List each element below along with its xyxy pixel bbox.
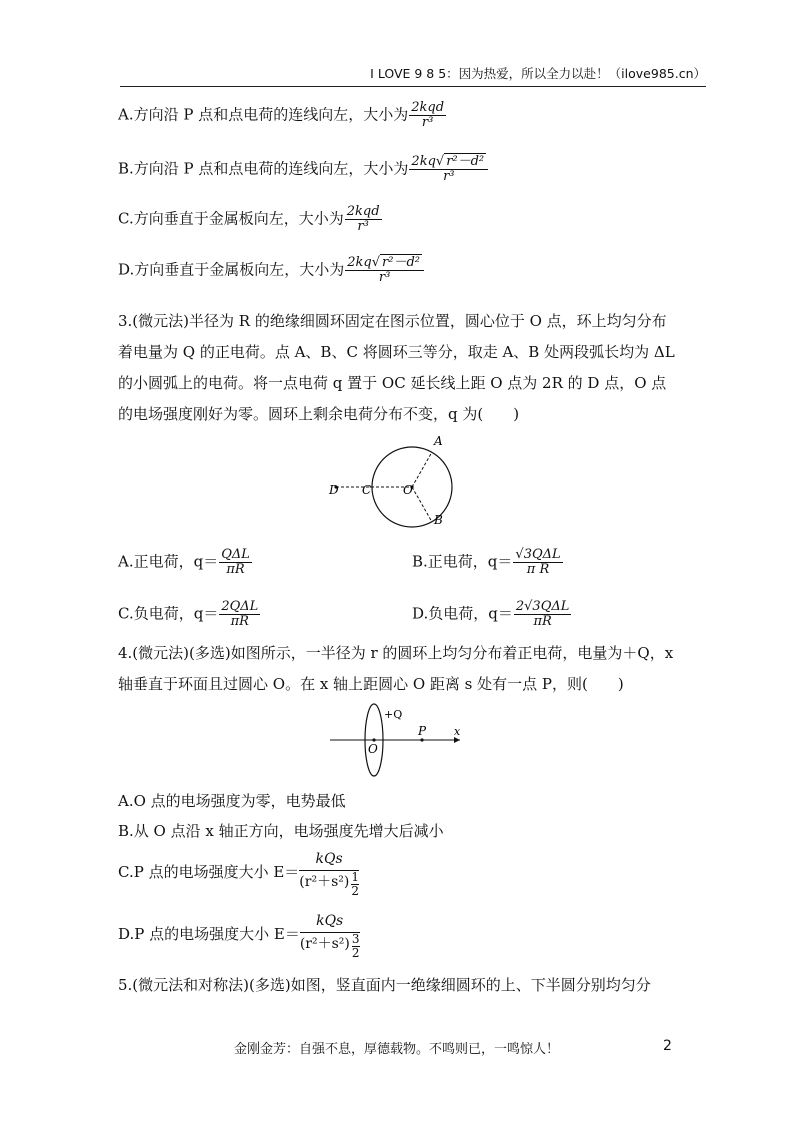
q4-option-c: C.P 点的电场强度大小 E＝ kQs (r²＋s²) $\frac{1}{2}$	[118, 848, 359, 898]
label-o: O	[403, 483, 413, 497]
q3-stem: 3.(微元法)半径为 R 的绝缘细圆环固定在图示位置，圆心位于 O 点，环上均匀分布着电量为 Q 的正电荷。点 A、B、C 将圆环三等分，取走 A、B 处两段弧长均为 ΔL 的小圆弧上的电荷。将一点电荷 q 置于 OC 延长线上距 O 点为 2R 的 D 点，O 点的电场强度刚好为零。圆环上剩余电荷分布不变，q 为( )	[118, 312, 675, 423]
label-x: x	[454, 725, 461, 738]
label-charge: +Q	[384, 708, 403, 721]
q2-option-a: A.方向沿 P 点和点电荷的连线向左，大小为 $\frac{\text{2kqd}}{\text{r³}}$	[118, 100, 445, 130]
q4-option-b: B.从 O 点沿 x 轴正方向，电场强度先增大后减小	[118, 822, 444, 840]
q4-option-d: D.P 点的电场强度大小 E＝ kQs (r²＋s²) $\frac{3}{2}$	[118, 910, 360, 960]
label-p: P	[418, 724, 427, 738]
page-header	[120, 64, 706, 87]
label-a: A	[434, 434, 443, 448]
q3-option-a: A.正电荷，q＝ $\frac{\text{QΔL}}{\pi R}$	[118, 547, 250, 577]
q4-stem: 4.(微元法)(多选)如图所示，一半径为 r 的圆环上均匀分布着正电荷，电量为＋Q，x 轴垂直于环面且过圆心 O。在 x 轴上距圆心 O 距离 s 处有一点 P，则( )	[118, 644, 674, 693]
segment-oa	[412, 452, 432, 487]
q2-option-c: C.方向垂直于金属板向左，大小为 $\frac{\text{2kqd}}{\text{r³}}$	[118, 204, 380, 234]
q3-option-b: B.正电荷，q＝ $\frac{\text{√3QΔL}}{\text{π R}}$	[412, 547, 561, 577]
footer-text: 金刚金芳：自强不息，厚德载物。不鸣则已，一鸣惊人！	[233, 1042, 559, 1057]
label-d: D	[329, 483, 339, 497]
label-o: O	[368, 742, 378, 756]
page-number: 2	[663, 1038, 672, 1054]
segment-ob	[412, 487, 432, 522]
q5-stem: 5.(微元法和对称法)(多选)如图，竖直面内一绝缘细圆环的上、下半圆分别均匀分	[118, 976, 651, 994]
label-b: B	[434, 513, 443, 527]
q3-option-c: C.负电荷，q＝ $\frac{\text{2QΔL}}{\pi R}$	[118, 599, 259, 629]
q2-option-d: D.方向垂直于金属板向左，大小为 $\frac{\text{2kq√ r²－d²}}{\text{r³}}$	[118, 256, 425, 285]
header-text: I LOVE 9 8 5：因为热爱，所以全力以赴！（ilove985.cn）	[370, 66, 706, 81]
point-p	[420, 738, 423, 741]
page-footer	[0, 1038, 793, 1057]
q2-option-b: B.方向沿 P 点和点电荷的连线向左，大小为 $\frac{\text{2kq√ r²－d²}}{\text{r³}}$	[118, 155, 489, 184]
label-c: C	[362, 483, 372, 497]
q3-option-d: D.负电荷，q＝ $\frac{\text{2√3QΔL}}{\pi R}$	[412, 599, 570, 629]
q4-option-a: A.O 点的电场强度为零，电势最低	[118, 792, 346, 810]
q4-ring-axis-figure	[326, 702, 466, 778]
q3-ring-figure	[320, 432, 470, 532]
